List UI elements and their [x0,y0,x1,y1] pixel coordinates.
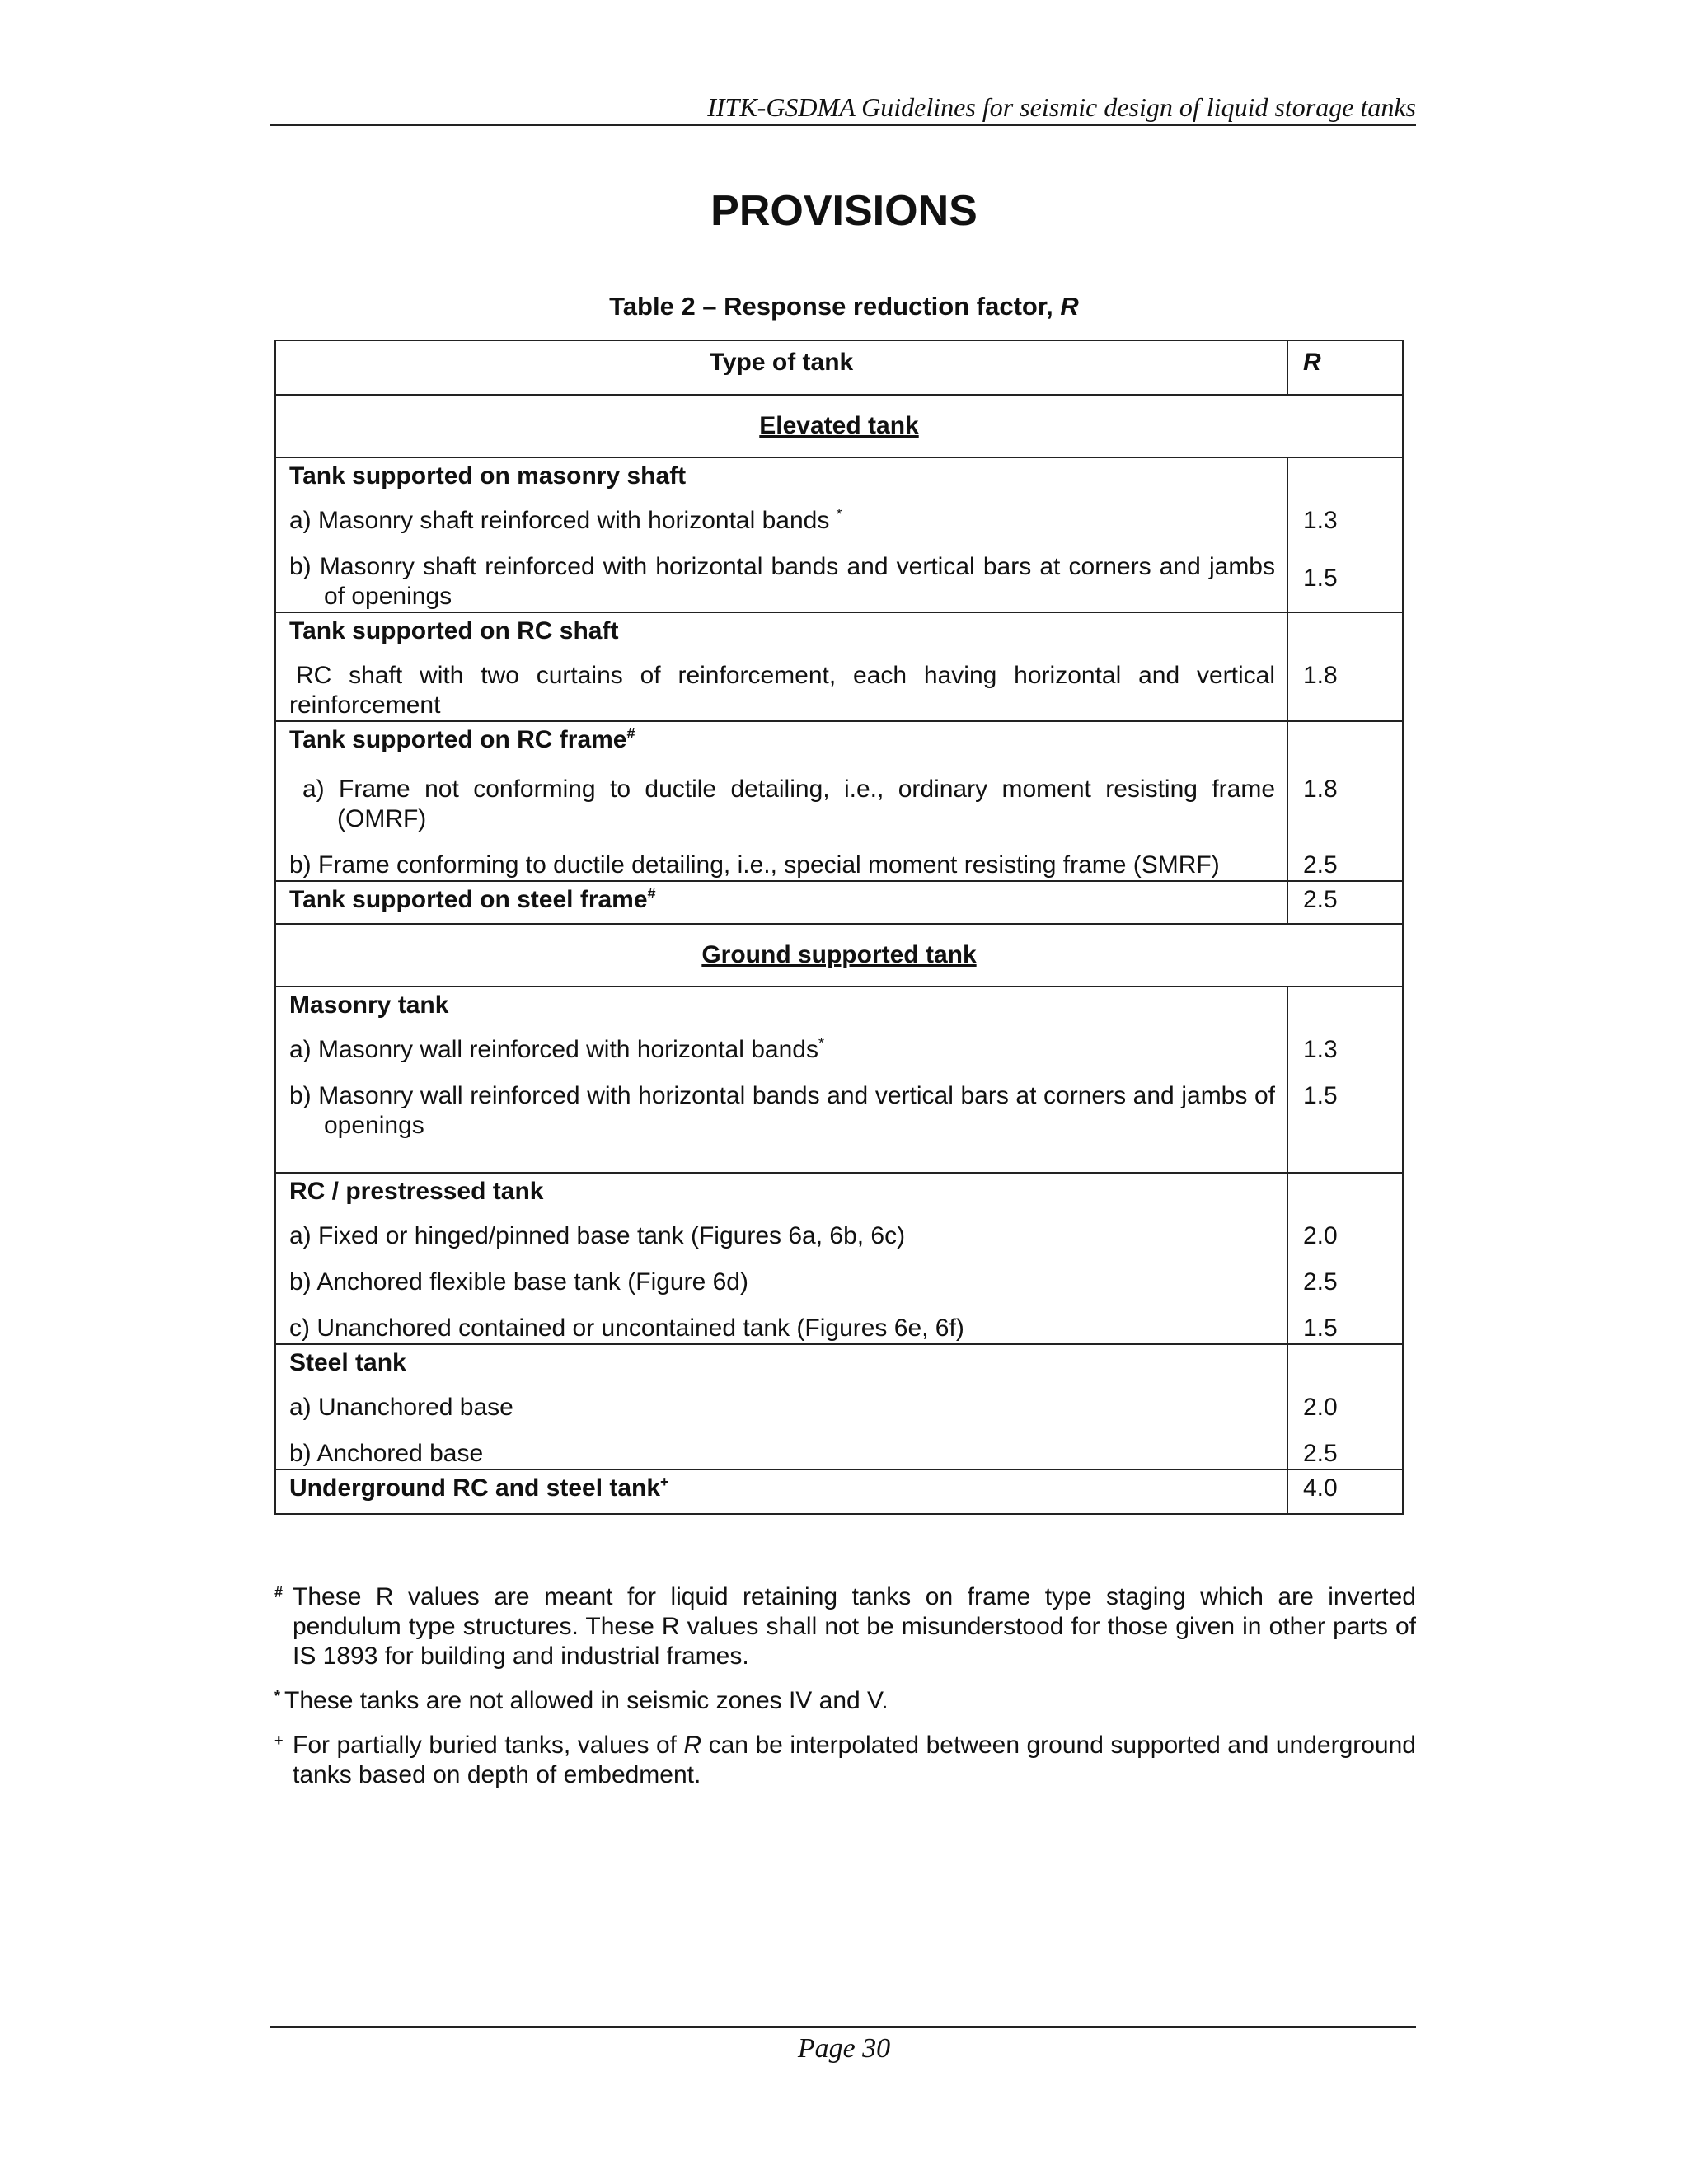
group-masonry-shaft [275,457,1287,612]
group-rc-prestressed [275,1173,1287,1344]
footnote-plus [274,1731,1416,1790]
footnote-hash [274,1582,1416,1671]
row-item: b) Masonry shaft reinforced with horizontal bands and vertical bars at corners and jambs of openings [289,553,1275,610]
group-underground [275,1469,1287,1514]
r-values [1287,1173,1403,1344]
footnote-mark: + [274,1732,284,1749]
group-title: Tank supported on RC shaft [289,617,619,644]
footnote-mark: # [647,885,656,902]
row-item: b) Anchored base [289,1440,484,1467]
group-title: Underground RC and steel tank+ [289,1474,669,1502]
r-values [1287,457,1403,612]
group-title: Steel tank [289,1349,406,1376]
page-title: PROVISIONS [710,187,978,235]
group-title: Tank supported on RC frame# [289,725,635,753]
r-value: 4.0 [1303,1474,1338,1502]
table-row [275,881,1403,924]
group-title: RC / prestressed tank [289,1178,544,1205]
table-caption [0,290,1688,323]
footnote-mark: # [626,725,635,742]
r-value: 1.8 [1303,662,1338,689]
row-item: a) Frame not conforming to ductile detailing, i.e., ordinary moment resisting frame (OMRF) [302,776,1275,832]
row-item: b) Anchored flexible base tank (Figure 6d) [289,1268,748,1296]
group-title: Tank supported on steel frame# [289,885,656,913]
group-rc-shaft [275,612,1287,721]
row-item: a) Fixed or hinged/pinned base tank (Figures 6a, 6b, 6c) [289,1222,906,1249]
table-caption-text: Table 2 – Response reduction factor, [609,292,1061,321]
group-title: Masonry tank [289,991,449,1019]
column-header-type: Type of tank [275,340,1287,395]
row-item: c) Unanchored contained or uncontained tank (Figures 6e, 6f) [289,1315,964,1342]
r-value: 1.3 [1303,1036,1338,1063]
table-header-row [275,340,1403,395]
footnote-mark: * [274,1688,281,1704]
r-value: 1.5 [1303,1315,1338,1342]
r-values [1287,881,1403,924]
running-head: IITK-GSDMA Guidelines for seismic design of liquid storage tanks [270,91,1416,126]
group-steel-frame [275,881,1287,924]
table-row [275,987,1403,1173]
footer-rule [270,2026,1416,2028]
footnotes [274,1582,1416,1805]
r-value: 2.5 [1303,886,1338,913]
row-item: a) Masonry wall reinforced with horizontal bands* [289,1035,824,1063]
r-value: 2.5 [1303,1440,1338,1467]
group-masonry-tank [275,987,1287,1173]
r-values [1287,1469,1403,1514]
footnote-mark: + [660,1474,669,1490]
r-values [1287,721,1403,881]
r-value: 1.3 [1303,507,1338,534]
r-values [1287,1344,1403,1469]
r-value: 2.0 [1303,1394,1338,1421]
section-label-elevated: Elevated tank [275,395,1403,457]
table-row [275,1344,1403,1469]
table-caption-symbol: R [1060,292,1079,321]
group-steel-tank [275,1344,1287,1469]
page-number: Page 30 [797,2033,891,2064]
section-row-ground [275,924,1403,987]
r-value: 2.5 [1303,851,1338,879]
table-row [275,457,1403,612]
row-item: a) Unanchored base [289,1394,513,1421]
row-item: b) Frame conforming to ductile detailing, i.e., special moment resisting frame (SMRF) [289,851,1220,879]
r-value: 1.5 [1303,1082,1338,1109]
footnote-text: These tanks are not allowed in seismic zones IV and V. [284,1687,889,1714]
table-row [275,612,1403,721]
column-header-r: R [1287,340,1403,395]
group-title: Tank supported on masonry shaft [289,462,687,490]
response-reduction-table [274,340,1404,1515]
footnote-text: For partially buried tanks, values of R can be interpolated between ground supported and underground tanks based on depth of embedment. [293,1732,1416,1788]
row-item: b) Masonry wall reinforced with horizontal bands and vertical bars at corners and jambs of openings [289,1082,1275,1139]
footnote-star [274,1686,1416,1716]
r-value: 1.5 [1303,565,1338,592]
table-row [275,721,1403,881]
r-value: 2.0 [1303,1222,1338,1249]
section-label-ground: Ground supported tank [275,924,1403,987]
table-row [275,1469,1403,1514]
r-values [1287,612,1403,721]
footnote-mark: * [818,1035,824,1052]
group-rc-frame [275,721,1287,881]
r-value: 1.8 [1303,776,1338,803]
section-row-elevated [275,395,1403,457]
r-values [1287,987,1403,1173]
footnote-text: These R values are meant for liquid retaining tanks on frame type staging which are inverted pendulum type structures. These R values shall not be misunderstood for those given in other parts of IS 1893 for building and industrial frames. [293,1583,1416,1670]
row-item: a) Masonry shaft reinforced with horizontal bands * [289,506,842,534]
table-row [275,1173,1403,1344]
footnote-mark: * [836,506,842,523]
r-value: 2.5 [1303,1268,1338,1296]
footnote-mark: # [274,1584,284,1601]
r-symbol: R [683,1732,702,1759]
row-item: RC shaft with two curtains of reinforcement, each having horizontal and vertical reinforcement [289,662,1275,719]
